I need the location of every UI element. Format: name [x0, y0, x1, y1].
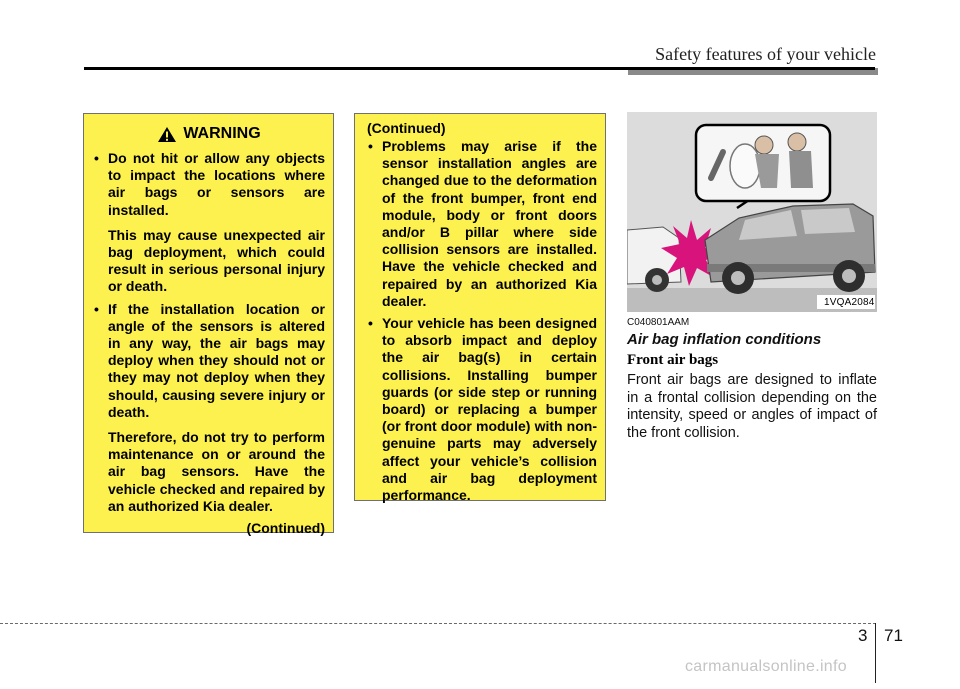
- section-subtitle: Front air bags: [627, 352, 719, 368]
- front-collision-airbag-illustration: [627, 112, 877, 312]
- other-car: [627, 227, 681, 292]
- watermark: carmanualsonline.info: [685, 658, 847, 675]
- page-number: 71: [884, 626, 903, 645]
- airbag-callout: [696, 125, 830, 208]
- warning-item-1-consequence: This may cause unexpected air bag deployment, which could result in serious personal injury or death.: [108, 226, 325, 295]
- warning-list: [93, 150, 325, 515]
- continued-item-1: • Problems may arise if the sensor installation angles are changed due to the deformation of the front bumper, front end module, body or front doors and/or B pillar where side collision sensors are installed. Have the vehicle checked and repaired by an authorized Kia dealer.: [367, 138, 597, 310]
- section-code: C040801AAM: [627, 317, 690, 328]
- continued-warning-box: [354, 113, 606, 504]
- warning-title: WARNING: [183, 125, 261, 142]
- footer-divider: [875, 623, 876, 683]
- section-title: Air bag inflation conditions: [627, 331, 822, 348]
- continued-item-2: • Your vehicle has been designed to absorb impact and deploy the air bag(s) in certain collisions. Installing bumper guards (or side step or running board) or replacing a bumper (or front door module) with non-genuine parts may adversely affect your vehicle’s collision and air bag deployment performance.: [367, 315, 597, 504]
- warning-triangle-icon: [157, 126, 177, 143]
- warning-item-1-text: • Do not hit or allow any objects to impact the locations where air bags or sensors are installed.: [108, 150, 325, 218]
- continued-label: (Continued): [246, 520, 325, 537]
- chapter-number: 3: [858, 626, 868, 645]
- warning-item-1: [93, 150, 325, 296]
- illustration-code: 1VQA2084: [824, 297, 875, 308]
- warning-item-2: [93, 301, 325, 515]
- header-rule: [84, 67, 875, 70]
- continued-heading: (Continued): [367, 120, 446, 136]
- section-body: Front air bags are designed to inflate in a frontal collision depending on the intensity, speed or angles of impact of the front collision.: [627, 372, 877, 441]
- warning-box: [83, 113, 334, 537]
- continued-list: [367, 138, 597, 504]
- warning-item-2-text: • If the installation location or angle of the sensors is altered in any way, the air bags may deploy when they should not or they may not deploy when they should, causing severe injury or death.: [108, 300, 325, 420]
- warning-item-2-advice: Therefore, do not try to perform maintenance on or around the air bag sensors. Have the vehicle checked and repaired by an authorized Kia dealer.: [108, 429, 325, 514]
- warning-heading: [93, 125, 325, 143]
- footer-rule: [0, 623, 876, 624]
- header-title: Safety features of your vehicle: [655, 44, 876, 64]
